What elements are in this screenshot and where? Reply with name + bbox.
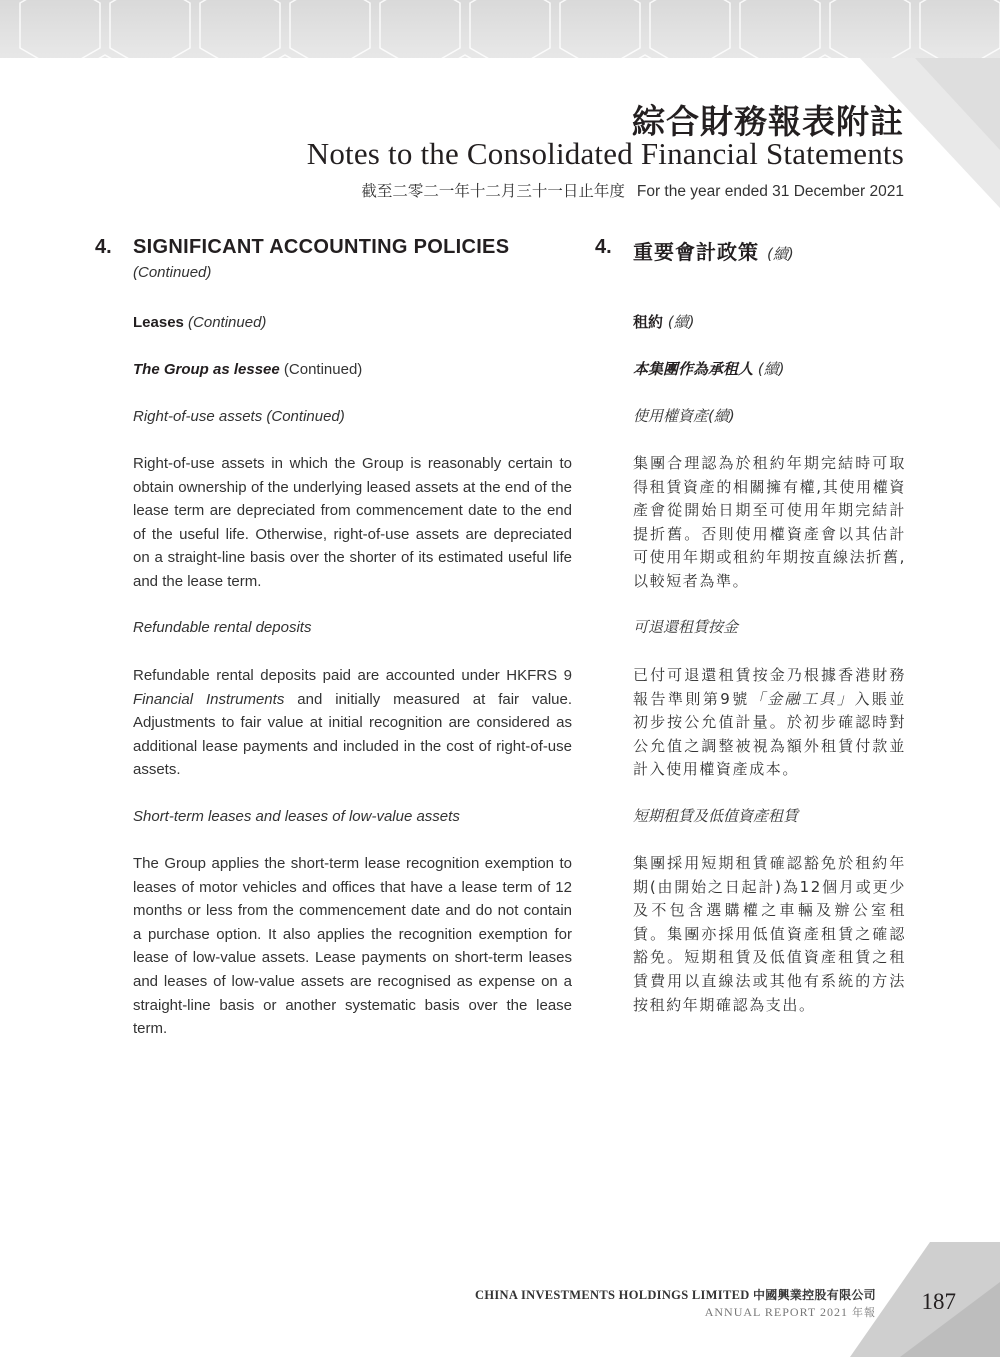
rou-paragraph-en: Right-of-use assets in which the Group is reasonably certain to obtain ownership of the underlying leased assets at the end of the lease term are depreciated from commencement date to the end of the useful life. Otherwise, right-of-use assets are depreciated on a straight-line basis over the shorter of its estimated useful life and the lease term. <box>133 455 572 590</box>
page-title-zh: 綜合財務報表附註 <box>632 102 904 141</box>
shortterm-paragraph-zh: 集團採用短期租賃確認豁免於租約年期(由開始之日起計)為12個月或更少及不包含選購權之車輛及辦公室租賃。集團亦採用低值資產租賃之確認豁免。短期租賃及低值資產租賃之租賃費用以直線法或其他有系統的方法按租約年期確認為支出。 <box>633 854 906 1014</box>
section-continued-zh: (續) <box>766 245 794 263</box>
leases-heading-zh: 租約 (續) <box>633 313 695 331</box>
rou-heading-zh: 使用權資產(續) <box>633 407 735 425</box>
chinese-column <box>595 236 907 1014</box>
footer-report: ANNUAL REPORT 2021 年報 <box>704 1305 876 1319</box>
footer <box>475 1286 876 1320</box>
deposits-heading-en: Refundable rental deposits <box>133 619 312 636</box>
section-number-zh: 4. <box>595 236 612 258</box>
english-column <box>95 236 575 1038</box>
deposits-heading-zh: 可退還租賃按金 <box>633 618 739 636</box>
section-heading-en <box>95 236 575 262</box>
leases-heading-en: Leases (Continued) <box>133 314 267 331</box>
shortterm-heading-zh: 短期租賃及低值資產租賃 <box>633 807 799 825</box>
page-title-en: Notes to the Consolidated Financial Statements <box>306 136 904 171</box>
period-zh: 截至二零二一年十二月三十一日止年度 <box>361 182 625 200</box>
rou-paragraph-zh: 集團合理認為於租約年期完結時可取得租賃資產的相關擁有權,其使用權資產會從開始日期至可使用年期完結計提折舊。否則使用權資產會以其估計可使用年期或租約年期按直線法折舊,以較短者為準。 <box>633 454 906 590</box>
section-continued-en: (Continued) <box>133 264 212 281</box>
page-subtitle <box>361 179 904 201</box>
section-heading-zh <box>595 236 907 262</box>
section-title-en: SIGNIFICANT ACCOUNTING POLICIES <box>133 236 510 258</box>
shortterm-heading-en: Short-term leases and leases of low-value assets <box>133 808 460 825</box>
lessee-heading-zh: 本集團作為承租人 (續) <box>633 360 785 378</box>
footer-company: CHINA INVESTMENTS HOLDINGS LIMITED 中國興業控股有限公司 <box>475 1288 876 1302</box>
section-number-en: 4. <box>95 236 112 258</box>
shortterm-paragraph-en: The Group applies the short-term lease recognition exemption to leases of motor vehicles and offices that have a lease term of 12 months or less from the commencement date and do not contain a purchase option. It also applies the recognition exemption for lease of low-value assets. Lease payments on short-term leases and leases of low-value assets are recognised as expense on a straight-line basis or another systematic basis over the lease term. <box>133 855 572 1038</box>
section-title-zh: 重要會計政策 (續) <box>633 240 794 264</box>
period-en: For the year ended 31 December 2021 <box>636 183 904 200</box>
page-number: 187 <box>921 1289 956 1314</box>
lessee-heading-en: The Group as lessee (Continued) <box>133 361 363 378</box>
deposits-paragraph-zh: 已付可退還租賃按金乃根據香港財務報告準則第9號「金融工具」入賬並初步按公允值計量。於初步確認時對公允值之調整被視為額外租賃付款並計入使用權資產成本。 <box>633 666 906 779</box>
rou-heading-en: Right-of-use assets (Continued) <box>133 408 345 425</box>
deposits-paragraph-en: Refundable rental deposits paid are accounted under HKFRS 9 Financial Instruments and initially measured at fair value. Adjustments to fair value at initial recognition are considered as additional lease payments and included in the cost of right-of-use assets. <box>133 667 573 779</box>
